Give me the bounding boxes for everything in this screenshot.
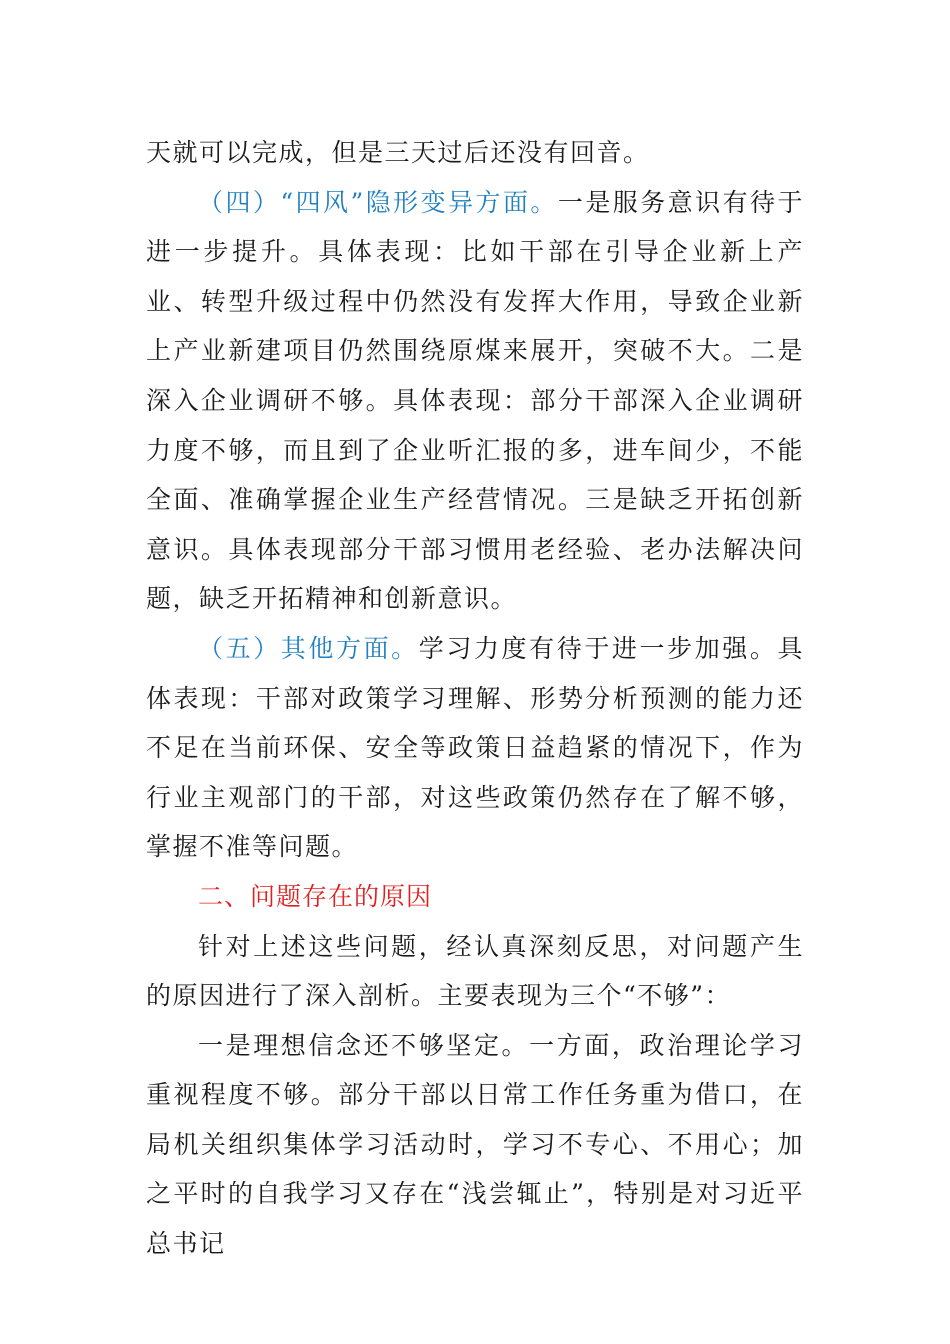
section-label-five: （五）其他方面。 bbox=[198, 633, 419, 663]
paragraph-four-winds bbox=[146, 178, 804, 624]
section-text-five: 学习力度有待于进一步加强。具体表现：干部对政策学习理解、形势分析预测的能力还不足在当前环保、安全等政策日益趋紧的情况下，作为行业主观部门的干部，对这些政策仍然存在了解不够，掌握不准等问题。 bbox=[146, 633, 804, 862]
paragraph-analysis-intro: 针对上述这些问题，经认真深刻反思，对问题产生的原因进行了深入剖析。主要表现为三个“不够”： bbox=[146, 931, 804, 1011]
paragraph-other-aspects bbox=[146, 624, 804, 872]
section-label-four: （四）“四风”隐形变异方面。 bbox=[198, 187, 558, 217]
section-text-four: 一是服务意识有待于进一步提升。具体表现：比如干部在引导企业新上产业、转型升级过程中仍然没有发挥大作用，导致企业新上产业新建项目仍然围绕原煤来展开，突破不大。二是深入企业调研不够。具体表现：部分干部深入企业调研力度不够，而且到了企业听汇报的多，进车间少，不能全面、准确掌握企业生产经营情况。三是缺乏开拓创新意识。具体表现部分干部习惯用老经验、老办法解决问题，缺乏开拓精神和创新意识。 bbox=[146, 187, 804, 614]
paragraph-continuation: 天就可以完成，但是三天过后还没有回音。 bbox=[146, 138, 650, 167]
paragraph-ideals-beliefs: 一是理想信念还不够坚定。一方面，政治理论学习重视程度不够。部分干部以日常工作任务重为借口，在局机关组织集体学习活动时，学习不专心、不用心；加之平时的自我学习又存在“浅尝辄止”，特别是对习近平总书记 bbox=[146, 1030, 804, 1259]
section-heading-causes: 二、问题存在的原因 bbox=[198, 881, 433, 911]
